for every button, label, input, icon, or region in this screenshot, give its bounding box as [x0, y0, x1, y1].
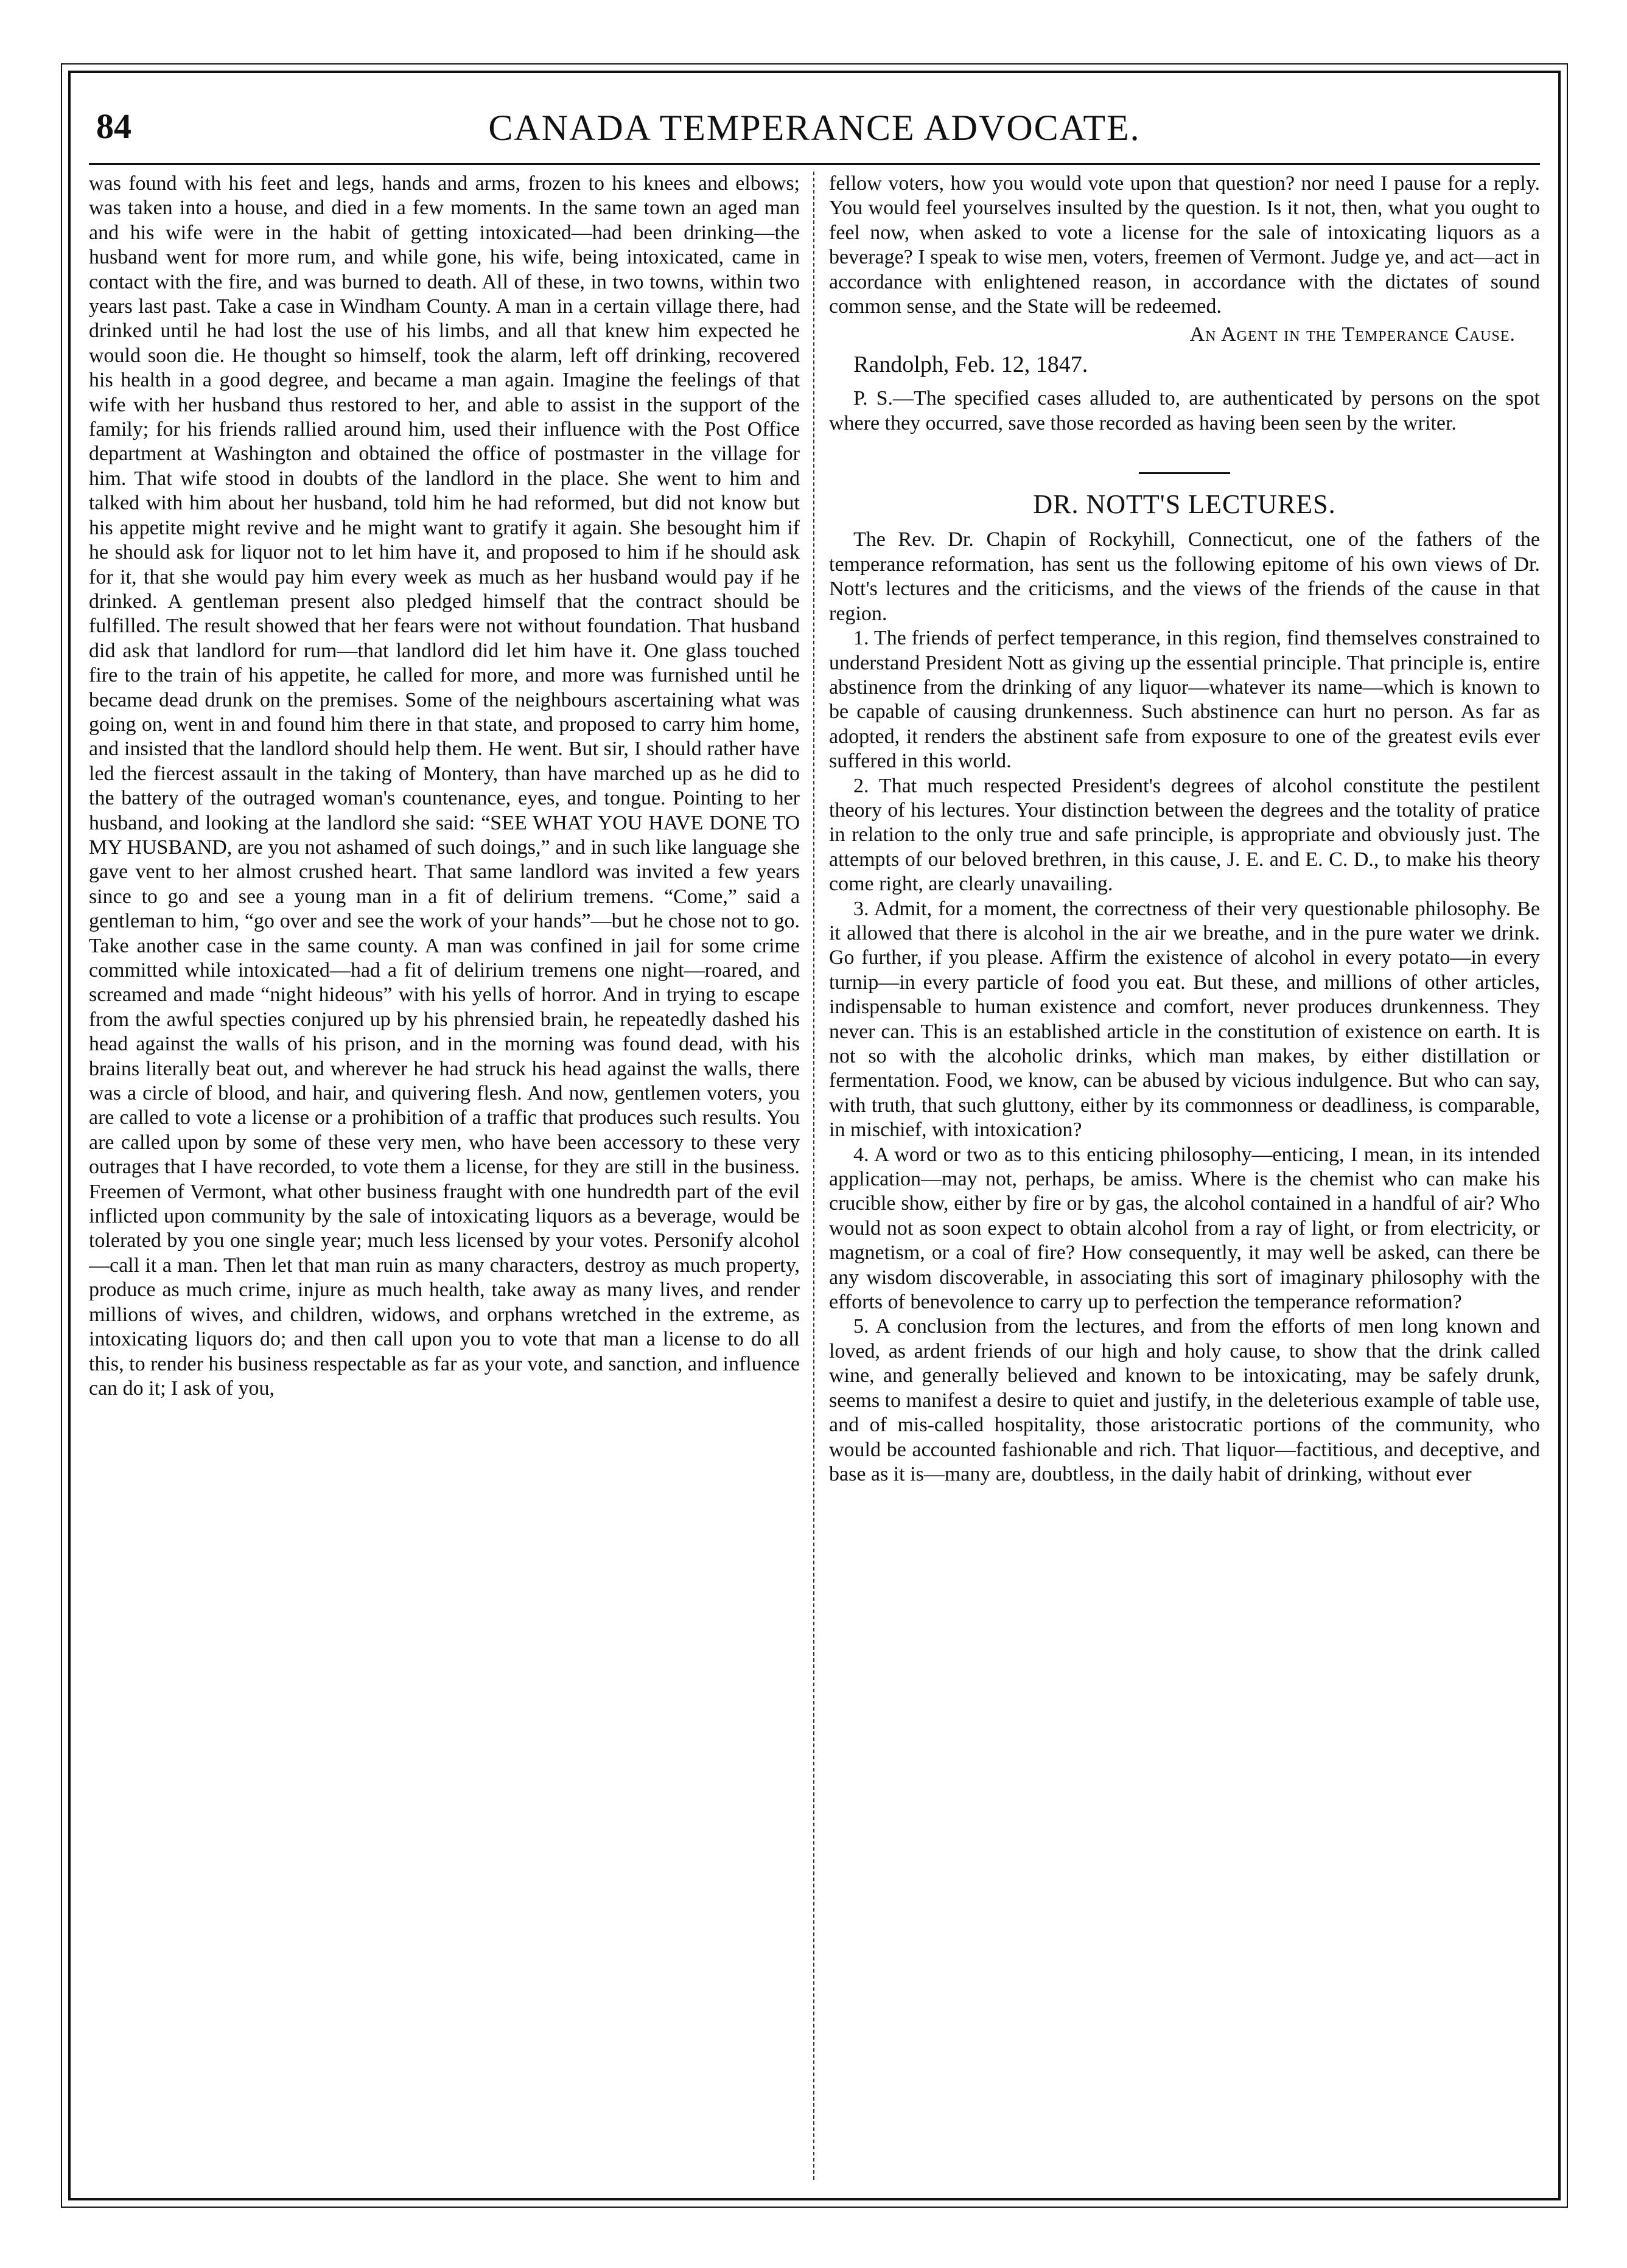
article-point: 3. Admit, for a moment, the correctness of their very questionable philosophy. Be it allowed that there is alcohol in the air we breathe, and in the pure water we drink. Go further, if you please. Affirm the existence of alcohol in every potato—in every turnip—in every particle of food you eat. But these, and millions of other articles, indispensable to human existence and comfort, never produces drunkenness. They never can. This is an established article in the constitution of existence on earth. It is not so with the alcoholic drinks, which man makes, by either distillation or fermentation. Food, we know, can be abused by vicious indulgence. But who can say, with truth, that such gluttony, either by its commonness or deadliness, is comparable, in mischief, with intoxication? — [829, 897, 1540, 1142]
article-point: 5. A conclusion from the lectures, and from the efforts of men long known and loved, as ardent friends of our high and holy cause, to show that the drink called wine, and generally believed and known to be intoxicating, may be safely drunk, seems to manifest a desire to quiet and justify, in the deleterious example of table use, and of mis-called hospitality, those aristocratic portions of the community, who would be accounted fashionable and rich. That liquor—factitious, and deceptive, and base as it is—many are, doubtless, in the daily habit of drinking, without ever — [829, 1315, 1540, 1485]
newspaper-page — [68, 71, 1561, 2200]
article-point: 2. That much respected President's degrees of alcohol constitute the pestilent theory of his lectures. Your distinction between the degrees and the totality of pratice in relation to the only true and safe principle, is appropriate and obviously just. The attempts of our beloved brethren, in this cause, J. E. and E. C. D., to make his theory come right, are clearly unavailing. — [829, 774, 1540, 896]
section-divider — [1139, 472, 1230, 474]
letter-postscript: P. S.—The specified cases alluded to, are authenticated by persons on the spot where they occurred, save those recorded as having been seen by the writer. — [829, 387, 1540, 434]
right-column — [829, 172, 1540, 2180]
article-intro: The Rev. Dr. Chapin of Rockyhill, Connecticut, one of the fathers of the temperance reformation, has sent us the following epitome of his own views of Dr. Nott's lectures and the criticisms, and the views of the friends of the cause in that region. — [829, 528, 1540, 625]
letter-continuation: fellow voters, how you would vote upon that question? nor need I pause for a reply. You would feel yourselves insulted by the question. Is it not, then, what you ought to feel now, when asked to vote a license for the sale of intoxicating liquors as a beverage? I speak to wise men, voters, freemen of Vermont. Judge ye, and act—act in accordance with enlightened reason, in accordance with the dictates of sound common sense, and the State will be redeemed. — [829, 172, 1540, 318]
letter-signature: An Agent in the Temperance Cause. — [1189, 323, 1516, 346]
article-point: 4. A word or two as to this enticing philosophy—enticing, I mean, in its intended application—may not, perhaps, be amiss. Where is the chemist who can make his crucible show, either by fire or by gas, the alcohol contained in a handful of air? Who would not as soon expect to obtain alcohol from a ray of light, or from electricity, or magnetism, or a coal of fire? How consequently, it may well be asked, can there be any wisdom discoverable, in associating this sort of imaginary philosophy with the efforts of benevolence to carry up to perfection the temperance reformation? — [829, 1143, 1540, 1314]
journal-title: CANADA TEMPERANCE ADVOCATE. — [488, 108, 1141, 148]
article-point: 1. The friends of perfect temperance, in this region, find themselves constrained to understand President Nott as giving up the essential principle. That principle is, entire abstinence from the drinking of any liquor—whatever its name—which is known to be capable of causing drunkenness. Such abstinence can hurt no person. As far as adopted, it renders the abstinent safe from exposure to one of the greatest evils ever suffered in this world. — [829, 627, 1540, 773]
column-divider — [813, 172, 814, 2180]
letter-place-date: Randolph, Feb. 12, 1847. — [853, 351, 1088, 377]
left-column-text: was found with his feet and legs, hands and arms, frozen to his knees and elbows; was taken into a house, and died in a few moments. In the same town an aged man and his wife were in the habit of getting intoxicated—had been drinking—the husband went for more rum, and while gone, his wife, being intoxicated, came in contact with the fire, and was burned to death. All of these, in two towns, within two years last past. Take a case in Windham County. A man in a certain village there, had drinked until he had lost the use of his limbs, and all that knew him expected he would soon die. He thought so himself, took the alarm, left off drinking, recovered his health in a good degree, and became a man again. Imagine the feelings of that wife with her husband thus restored to her, and able to assist in the support of the family; for his friends rallied around him, used their influence with the Post Office department at Washington and obtained the office of postmaster in the village for him. That wife stood in doubts of the landlord in the place. She went to him and talked with him about her husband, told him he had reformed, but did not know but his appetite might revive and he might want to gratify it again. She besought him if he should ask for liquor not to let him have it, and proposed to him if he should ask for it, that she would pay him every week as much as her husband would pay if he drinked. A gentleman present also pledged himself that the contract should be fulfilled. The result showed that her fears were not without foundation. That husband did ask that landlord for rum—that landlord did let him have it. One glass touched fire to the train of his appetite, he called for more, and more was furnished until he became dead drunk on the premises. Some of the neighbours ascertaining what was going on, went in and found him there in that state, and proposed to carry him home, and insisted that the landlord should help them. He went. But sir, I should rather have led the fiercest assault in the taking of Montery, than have marched up as he did to the battery of the outraged woman's countenance, eyes, and tongue. Pointing to her husband, and looking at the landlord she said: “SEE WHAT YOU HAVE DONE TO MY HUSBAND, are you not ashamed of such doings,” and in such like language she gave vent to her almost crushed heart. That same landlord was invited a few years since to go and see a young man in a fit of delirium tremens. “Come,” said a gentleman to him, “go over and see the work of your hands”—but he chose not to go. Take another case in the same county. A man was confined in jail for some crime committed while intoxicated—had a fit of delirium tremens one night—roared, and screamed and made “night hideous” with his yells of horror. And in trying to escape from the awful specties conjured up by his phrensied brain, he repeatedly dashed his head against the walls of his prison, and in the morning was found dead, with his brains literally beat out, and wherever he had struck his head against the walls, there was a circle of blood, and hair, and quivering flesh. And now, gentlemen voters, you are called to vote a license or a prohibition of a traffic that produces such results. You are called upon by some of these very men, who have been accessory to these very outrages that I have recorded, to vote them a license, for they are still in the business. Freemen of Vermont, what other business fraught with one hundredth part of the evil inflicted upon community by the sale of intoxicating liquors as a beverage, would be tolerated by you one single year; much less licensed by your votes. Personify alcohol—call it a man. Then let that man ruin as many characters, destroy as much property, produce as much crime, injure as much health, take away as many lives, and render millions of wives, and children, widows, and orphans wretched in the extreme, as intoxicating liquors do; and then call upon you to vote that man a license to do all this, to render his business respectable as far as your vote, and sanction, and influence can do it; I ask of you, — [89, 172, 800, 1400]
page-number: 84 — [96, 106, 131, 146]
section-title: DR. NOTT'S LECTURES. — [1033, 489, 1336, 520]
page-header — [89, 90, 1540, 165]
left-column — [89, 172, 800, 2180]
text-columns — [89, 172, 1540, 2180]
